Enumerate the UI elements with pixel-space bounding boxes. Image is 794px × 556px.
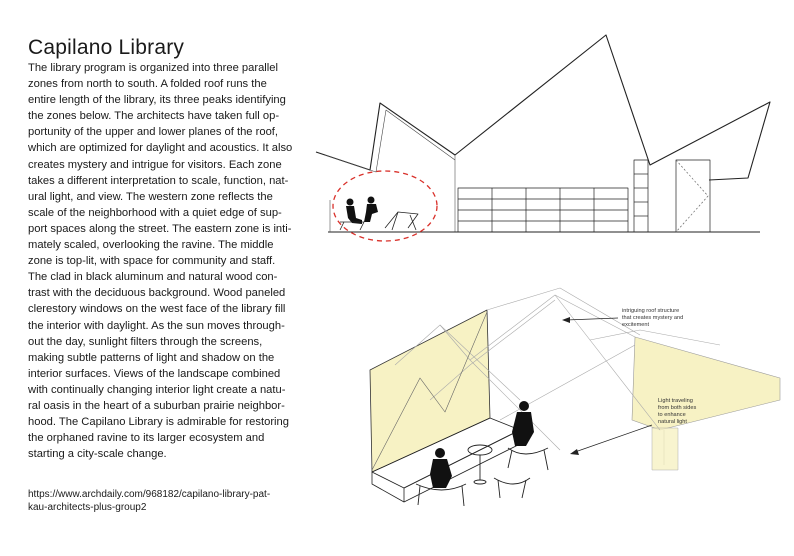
body-line: trast with the deciduous background. Wood paneled: [28, 287, 286, 300]
door: [676, 160, 710, 232]
body-line: which are optimized for daylight and acoustics. It also: [28, 142, 293, 155]
body-line: The clad in black aluminum and natural wood con-: [28, 271, 278, 284]
body-line: takes a different interpretation to scale, function, nat-: [28, 174, 289, 187]
body-line: starting a city-scale change.: [28, 448, 167, 461]
body-line: creates mystery and intrigue for visitors. Each zone: [28, 158, 282, 171]
body-line: The library program is organized into three parallel: [28, 62, 278, 74]
axonometric-view: [370, 288, 780, 506]
light-annotation-arrow: [575, 425, 652, 452]
page-title: Capilano Library: [28, 36, 185, 59]
source-line[interactable]: kau-architects-plus-group2: [28, 502, 147, 513]
body-line: ral oasis in the heart of a suburban prairie neighbor-: [28, 399, 285, 412]
body-line: mately scaled, overlooking the ravine. The middle: [28, 239, 274, 252]
body-line: zones from north to south. A folded roof runs the: [28, 78, 267, 91]
body-line: portunity of the upper and lower planes of the roof,: [28, 126, 279, 139]
body-line: port spaces along the street. The eastern zone is inti-: [28, 222, 292, 235]
body-line: making subtle patterns of light and shadow on the: [28, 351, 275, 364]
light-panel-left: [370, 310, 490, 472]
body-line: the interior with daylight. As the sun moves through-: [28, 319, 285, 332]
building-section: [316, 35, 770, 241]
body-line: out the day, sunlight filters through the screens,: [28, 335, 263, 348]
body-line: interior surfaces. Views of the landscape combined: [28, 367, 281, 380]
folded-roof-line: [316, 35, 770, 180]
body-line: clerestory windows on the west face of the library fill: [28, 303, 286, 316]
light-annotation: Light traveling from both sides to enhance natural light: [658, 398, 697, 425]
tall-shelf: [634, 160, 648, 232]
body-line: the orphaned ravine to its larger ecosystem and: [28, 432, 265, 445]
body-line: ural light, and view. The western zone reflects the: [28, 190, 273, 203]
source-line[interactable]: https://www.archdaily.com/968182/capilano-library-pat-: [28, 489, 271, 500]
roof-annotation: intriguing roof structure that creates mystery and excitement: [622, 308, 684, 328]
body-line: scale of the neighborhood with a quiet edge of sup-: [28, 206, 282, 219]
body-line: the zones below. The architects have taken full op-: [28, 110, 280, 123]
body-line: entire length of the library, its three peaks identifying: [28, 94, 286, 107]
body-line: zone is top-lit, with space for community and staff.: [28, 255, 276, 268]
bookshelf: [458, 188, 628, 232]
light-panel-right: [632, 337, 780, 430]
body-line: hood. The Capilano Library is admirable for restoring: [28, 416, 289, 429]
seated-people: [346, 197, 378, 225]
body-line: with continually changing interior light create a natu-: [28, 383, 286, 396]
